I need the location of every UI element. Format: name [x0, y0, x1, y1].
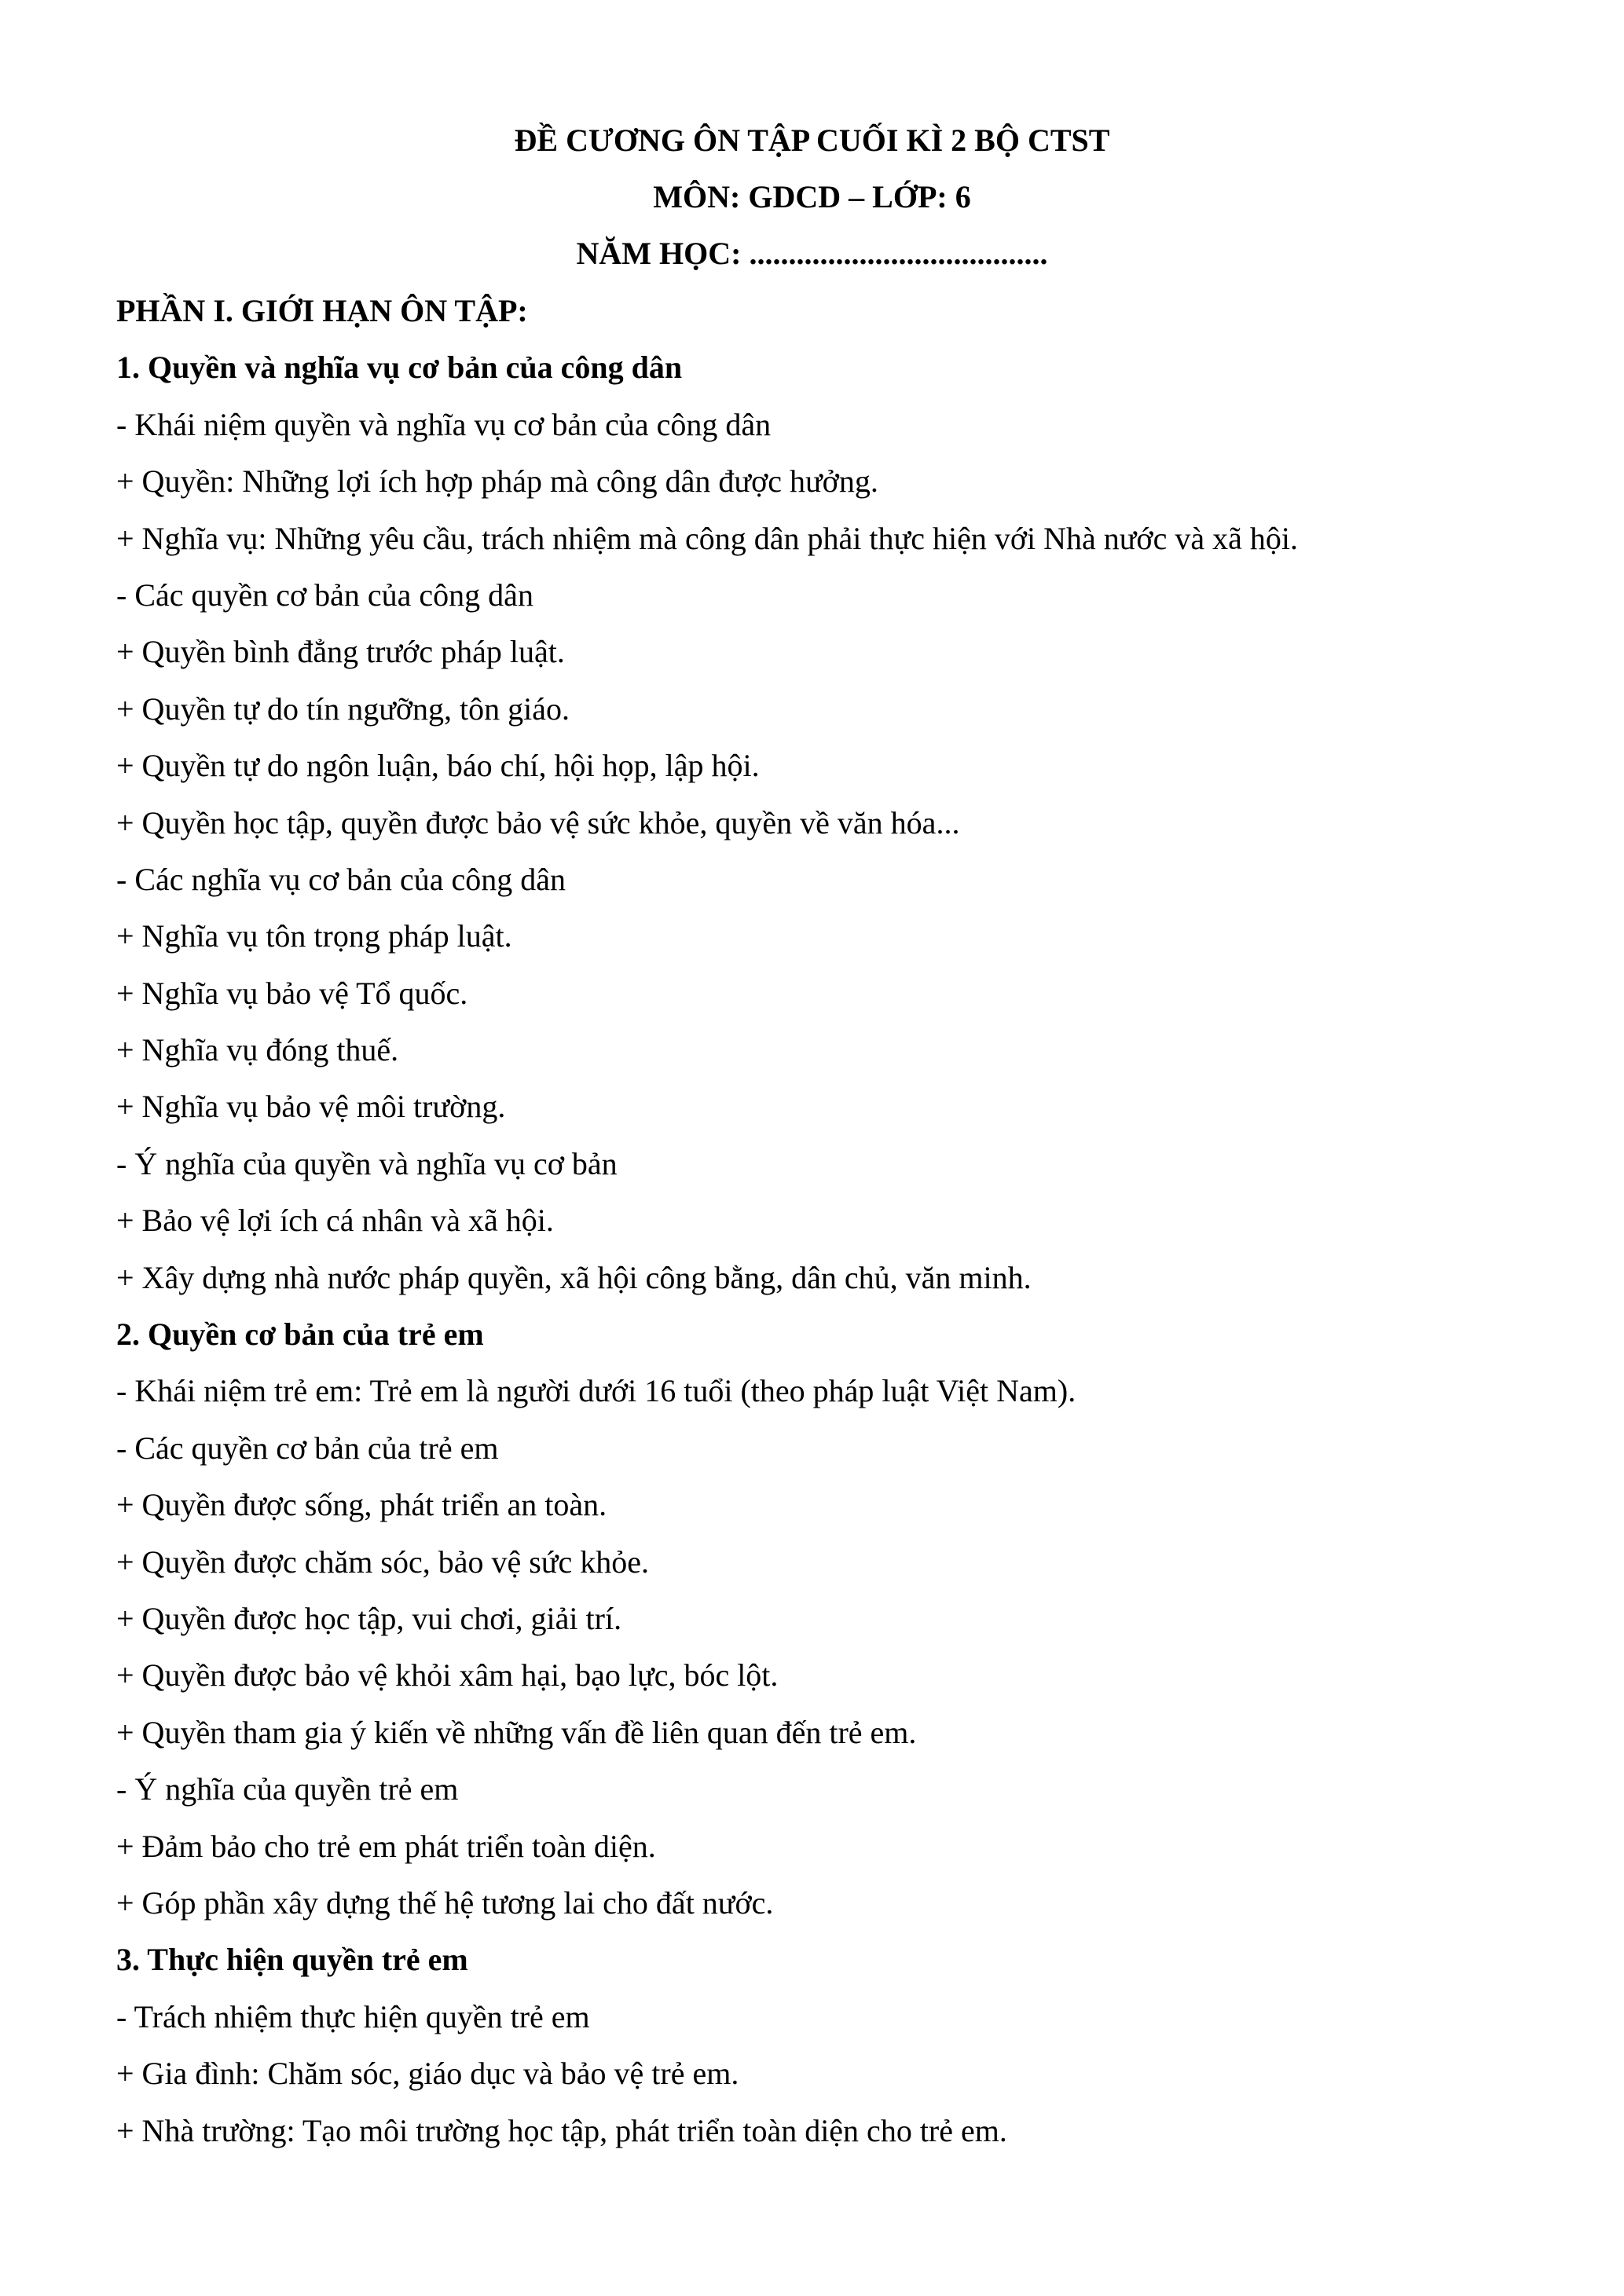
text-line: + Quyền tham gia ý kiến về những vấn đề liên quan đến trẻ em.: [116, 1714, 917, 1750]
text-line: + Gia đình: Chăm sóc, giáo dục và bảo vệ trẻ em.: [116, 2056, 739, 2092]
text-line: + Quyền được bảo vệ khỏi xâm hại, bạo lực, bóc lột.: [116, 1657, 779, 1694]
text-line: - Các quyền cơ bản của công dân: [116, 577, 533, 613]
text-line: - Khái niệm quyền và nghĩa vụ cơ bản của công dân: [116, 406, 772, 442]
text-line: + Quyền tự do tín ngưỡng, tôn giáo.: [116, 690, 570, 727]
document-body: [116, 283, 1531, 2159]
text-line: + Đảm bảo cho trẻ em phát triển toàn diện.: [116, 1828, 656, 1864]
text-line: + Quyền bình đẳng trước pháp luật.: [116, 634, 565, 670]
text-line: + Quyền: Những lợi ích hợp pháp mà công dân được hưởng.: [116, 463, 878, 500]
text-line: + Nghĩa vụ đóng thuế.: [116, 1032, 399, 1068]
text-line: + Xây dựng nhà nước pháp quyền, xã hội công bằng, dân chủ, văn minh.: [116, 1259, 1032, 1295]
text-line: - Ý nghĩa của quyền trẻ em: [116, 1771, 459, 1807]
subject-line: MÔN: GDCD – LỚP: 6: [653, 179, 971, 214]
text-line: + Nghĩa vụ bảo vệ môi trường.: [116, 1089, 506, 1125]
text-line: + Nghĩa vụ tôn trọng pháp luật.: [116, 918, 512, 954]
section-heading: 1. Quyền và nghĩa vụ cơ bản của công dân: [116, 350, 683, 386]
text-line: - Các nghĩa vụ cơ bản của công dân: [116, 861, 566, 897]
text-line: - Khái niệm trẻ em: Trẻ em là người dưới 16 tuổi (theo pháp luật Việt Nam).: [116, 1373, 1076, 1409]
text-line: - Các quyền cơ bản của trẻ em: [116, 1430, 499, 1466]
text-line: + Góp phần xây dựng thế hệ tương lai cho đất nước.: [116, 1884, 774, 1921]
text-line: - Ý nghĩa của quyền và nghĩa vụ cơ bản: [116, 1145, 618, 1181]
document-header: [0, 112, 1624, 282]
section-heading: 2. Quyền cơ bản của trẻ em: [116, 1316, 484, 1353]
text-line: + Quyền được chăm sóc, bảo vệ sức khỏe.: [116, 1543, 649, 1580]
school-year-line: NĂM HỌC: ......................................: [576, 236, 1048, 271]
section-heading: PHẦN I. GIỚI HẠN ÔN TẬP:: [116, 293, 528, 328]
text-line: + Quyền được học tập, vui chơi, giải trí.: [116, 1600, 622, 1636]
text-line: + Bảo vệ lợi ích cá nhân và xã hội.: [116, 1203, 554, 1239]
document-title: ĐỀ CƯƠNG ÔN TẬP CUỐI KÌ 2 BỘ CTST: [514, 123, 1110, 158]
text-line: + Quyền học tập, quyền được bảo vệ sức khỏe, quyền về văn hóa...: [116, 804, 960, 840]
text-line: - Trách nhiệm thực hiện quyền trẻ em: [116, 1998, 590, 2034]
text-line: + Nhà trường: Tạo môi trường học tập, phát triển toàn diện cho trẻ em.: [116, 2112, 1007, 2148]
text-line: + Nghĩa vụ: Những yêu cầu, trách nhiệm mà công dân phải thực hiện với Nhà nước và xã hội.: [116, 520, 1298, 556]
text-line: + Quyền được sống, phát triển an toàn.: [116, 1487, 607, 1523]
text-line: + Nghĩa vụ bảo vệ Tổ quốc.: [116, 975, 468, 1011]
text-line: + Quyền tự do ngôn luận, báo chí, hội họp, lập hội.: [116, 748, 760, 784]
section-heading: 3. Thực hiện quyền trẻ em: [116, 1942, 468, 1978]
